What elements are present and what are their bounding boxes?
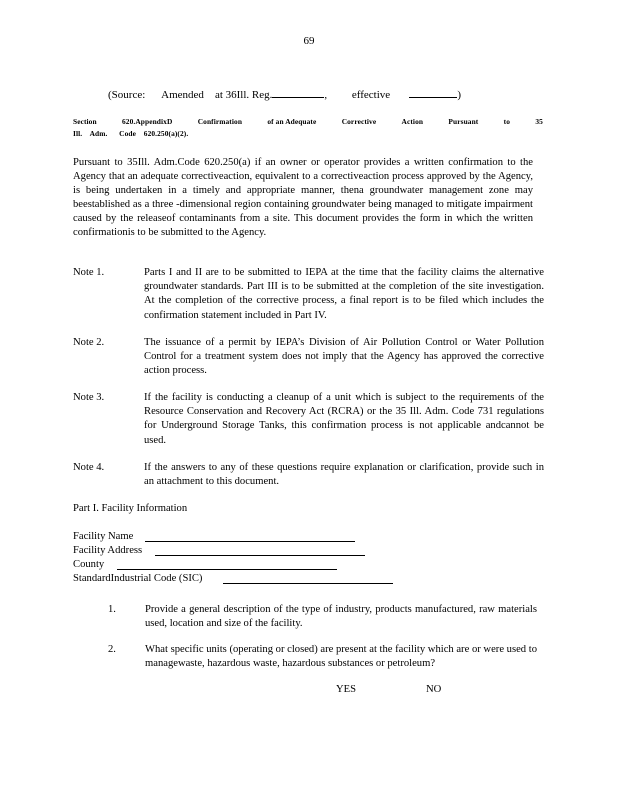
source-reg: at 36Ill. Reg. (214, 89, 273, 101)
field-label: County (73, 559, 105, 570)
note-label: Note 3. (73, 392, 105, 403)
note-text: Parts I and II are to be submitted to IEPA at the time that the facility claims the alternative groundwater standards. Part III is to be submitted at the completion of the site investigation. At the completion of the corrective process, a final report is to be filed which includes the confirmation statement included in Part IV. (144, 267, 544, 321)
source-note: (Source: Amended at 36Ill. Reg. , effective ) (108, 89, 462, 101)
reg-blank[interactable] (272, 87, 324, 98)
facility-address-field (73, 545, 373, 559)
heading-word: 620.250(a)(2). (143, 129, 189, 138)
heading-word: Ill. (73, 129, 83, 138)
note-text: If the answers to any of these questions require explanation or clarification, provide such in an attachment to this document. (144, 462, 544, 488)
heading-word: Confirmation (197, 117, 243, 126)
note-text: The issuance of a permit by IEPA’s Division of Air Pollution Control or Water Pollution Control for a treatment system does not imply that the Agency has approved the corrective action process. (144, 337, 544, 377)
facility-name-field (73, 531, 363, 545)
source-amended: Amended (161, 89, 204, 101)
question-number: 1. (108, 604, 116, 615)
section-heading-line1 (73, 116, 543, 128)
heading-word: to (503, 117, 511, 126)
heading-word: 620.AppendixD (122, 117, 173, 126)
question-text: What specific units (operating or closed) are present at the facility which are or were used to managewaste, hazardous waste, hazardous substances or petroleum? (145, 644, 537, 669)
section-heading-line2 (73, 128, 543, 140)
section-heading (73, 116, 543, 140)
source-suffix: ) (457, 89, 462, 101)
question-text: Provide a general description of the type of industry, products manufactured, raw materials used, location and size of the facility. (145, 604, 537, 629)
source-effective: effective (351, 89, 391, 101)
sic-field (73, 573, 403, 587)
field-label: StandardIndustrial Code (SIC) (73, 573, 203, 584)
heading-word: Adm. (89, 129, 108, 138)
source-prefix: (Source: (108, 89, 146, 101)
county-field (73, 559, 343, 573)
answer-yes[interactable]: YES (336, 684, 357, 695)
facility-address-input[interactable] (155, 555, 365, 556)
note-label: Note 1. (73, 267, 105, 278)
note-text: If the facility is conducting a cleanup of a unit which is subject to the requirements of the Resource Conservation and Recovery Act (RCRA) or the 35 Ill. Adm. Code 731 regulations for Underground Storage Tanks, this confirmation process is not applicable andcannot be used. (144, 392, 544, 446)
heading-word: Action (401, 117, 424, 126)
heading-word: Pursuant (448, 117, 479, 126)
county-input[interactable] (117, 569, 337, 570)
part1-title: Part I. Facility Information (73, 503, 188, 514)
note-label: Note 4. (73, 462, 105, 473)
facility-name-input[interactable] (145, 541, 355, 542)
heading-word: Code (119, 129, 136, 138)
heading-word: Corrective (341, 117, 377, 126)
effective-blank[interactable] (409, 87, 457, 98)
sic-input[interactable] (223, 583, 393, 584)
intro-paragraph: Pursuant to 35Ill. Adm.Code 620.250(a) if an owner or operator provides a written confirmation to the Agency that an adequate correctiveaction, equivalent to a correctiveaction process approved by the Agency, is being undertaken in a timely and appropriate manner, thena groundwater management zone may beestablished as a three -dimensional region containing groundwater being managed to mitigate impairment caused by the releaseof contaminants from a site. This document provides the form in which the written confirmationis to be submitted to the Agency. (73, 157, 533, 238)
field-label: Facility Name (73, 531, 134, 542)
heading-word: 35 (535, 117, 543, 126)
note-label: Note 2. (73, 337, 105, 348)
heading-word: Section (73, 117, 97, 126)
heading-word: of an Adequate (267, 117, 317, 126)
answer-no[interactable]: NO (426, 684, 442, 695)
field-label: Facility Address (73, 545, 143, 556)
page-number: 69 (303, 35, 315, 47)
question-number: 2. (108, 644, 116, 655)
